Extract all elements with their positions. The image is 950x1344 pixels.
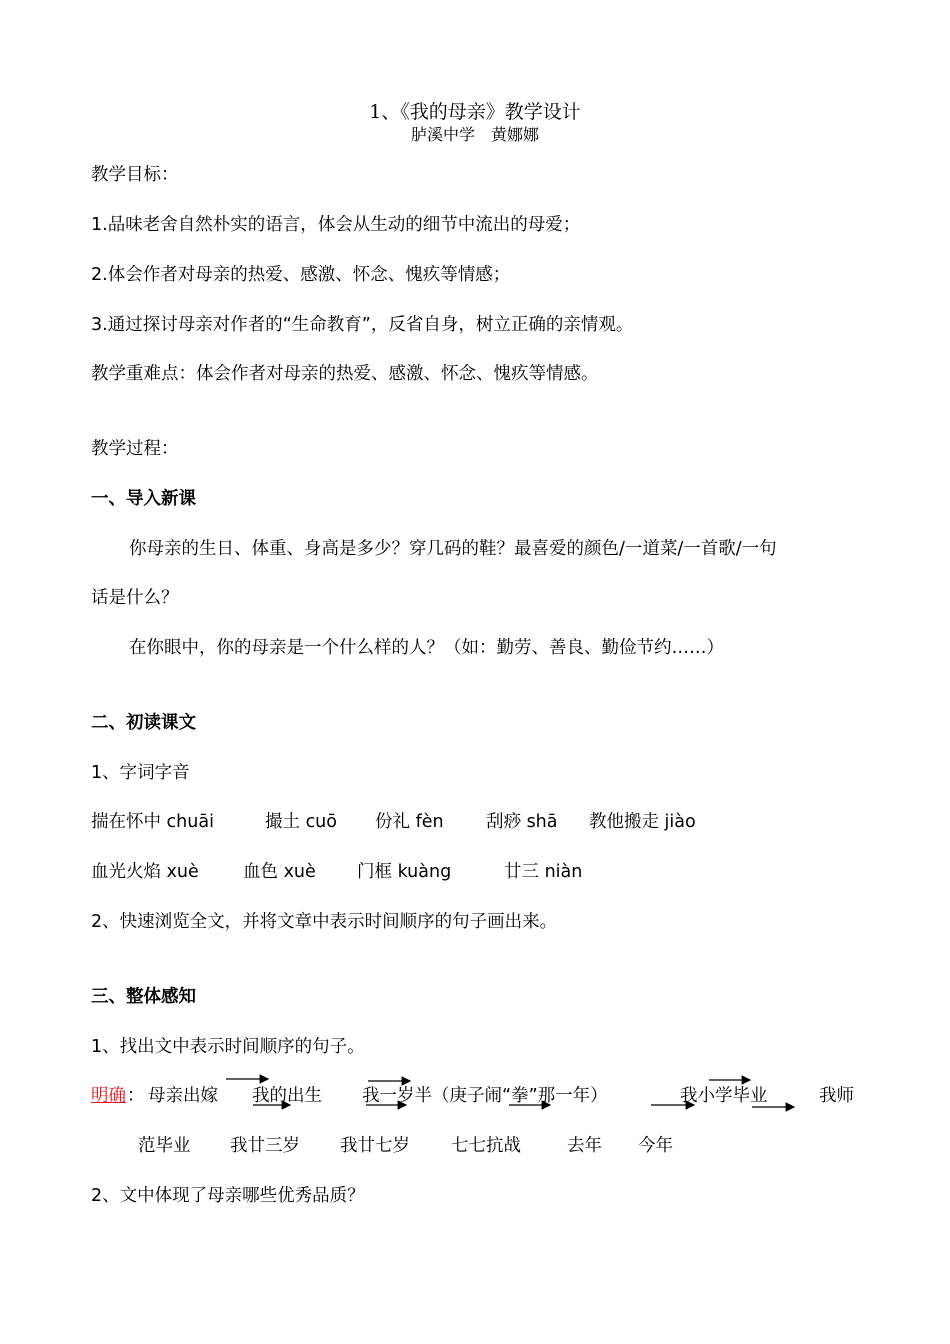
section1-para2: 在你眼中，你的母亲是一个什么样的人？（如：勤劳、善良、勤俭节约……）: [129, 638, 724, 658]
section3-sub1: 1、找出文中表示时间顺序的句子。: [91, 1037, 365, 1057]
timeline-row-2: [91, 1134, 791, 1158]
answer-label: 明确: [91, 1086, 126, 1106]
timeline-event: 我一岁半（庚子闹“拳”那一年）: [362, 1086, 608, 1106]
section2-sub1: 1、字词字音: [91, 763, 190, 783]
objective-3: 3.通过探讨母亲对作者的“生命教育”，反省自身，树立正确的亲情观。: [91, 315, 634, 335]
document-author: 胪溪中学 黄娜娜: [410, 125, 539, 144]
timeline-event: 今年: [638, 1136, 673, 1156]
vocab-item: 门框 kuàng: [357, 862, 452, 882]
section1-heading: 一、导入新课: [91, 489, 196, 509]
timeline-event: 我廿七岁: [340, 1136, 410, 1156]
vocab-item: 廿三 niàn: [504, 862, 583, 882]
timeline-event: 七七抗战: [451, 1136, 521, 1156]
timeline-event: 去年: [567, 1136, 602, 1156]
key-points: 教学重难点：体会作者对母亲的热爱、感激、怀念、愧疚等情感。: [91, 364, 599, 384]
vocab-item: 撮土 cuō: [265, 812, 337, 832]
timeline-event: 母亲出嫁: [148, 1086, 218, 1106]
answer-colon: ：: [127, 1086, 145, 1106]
objective-2: 2.体会作者对母亲的热爱、感激、怀念、愧疚等情感；: [91, 265, 511, 285]
section1-para1-line1: 你母亲的生日、体重、身高是多少？穿几码的鞋？最喜爱的颜色/一道菜/一首歌/一句: [129, 539, 777, 559]
vocab-item: 刮痧 shā: [486, 812, 558, 832]
objective-1: 1.品味老舍自然朴实的语言，体会从生动的细节中流出的母爱；: [91, 215, 581, 235]
vocab-item: 血色 xuè: [243, 862, 316, 882]
section3-heading: 三、整体感知: [91, 987, 196, 1007]
timeline-event: 我师: [819, 1086, 854, 1106]
vocab-item: 揣在怀中 chuāi: [91, 812, 214, 832]
document-title: 1、《我的母亲》教学设计: [369, 101, 581, 123]
section2-sub2: 2、快速浏览全文，并将文章中表示时间顺序的句子画出来。: [91, 912, 558, 932]
objectives-heading: 教学目标：: [91, 165, 179, 185]
process-heading: 教学过程：: [91, 439, 179, 459]
vocab-item: 教他搬走 jiào: [589, 812, 696, 832]
section3-sub2: 2、文中体现了母亲哪些优秀品质？: [91, 1186, 365, 1206]
timeline-event: 我小学毕业: [680, 1086, 768, 1106]
vocab-item: 份礼 fèn: [375, 812, 444, 832]
section2-heading: 二、初读课文: [91, 713, 196, 733]
timeline-event: 我的出生: [252, 1086, 322, 1106]
timeline-event: 范毕业: [138, 1136, 191, 1156]
section1-para1-line2: 话是什么？: [91, 588, 179, 608]
vocab-item: 血光火焰 xuè: [91, 862, 199, 882]
timeline-event: 我廿三岁: [230, 1136, 300, 1156]
